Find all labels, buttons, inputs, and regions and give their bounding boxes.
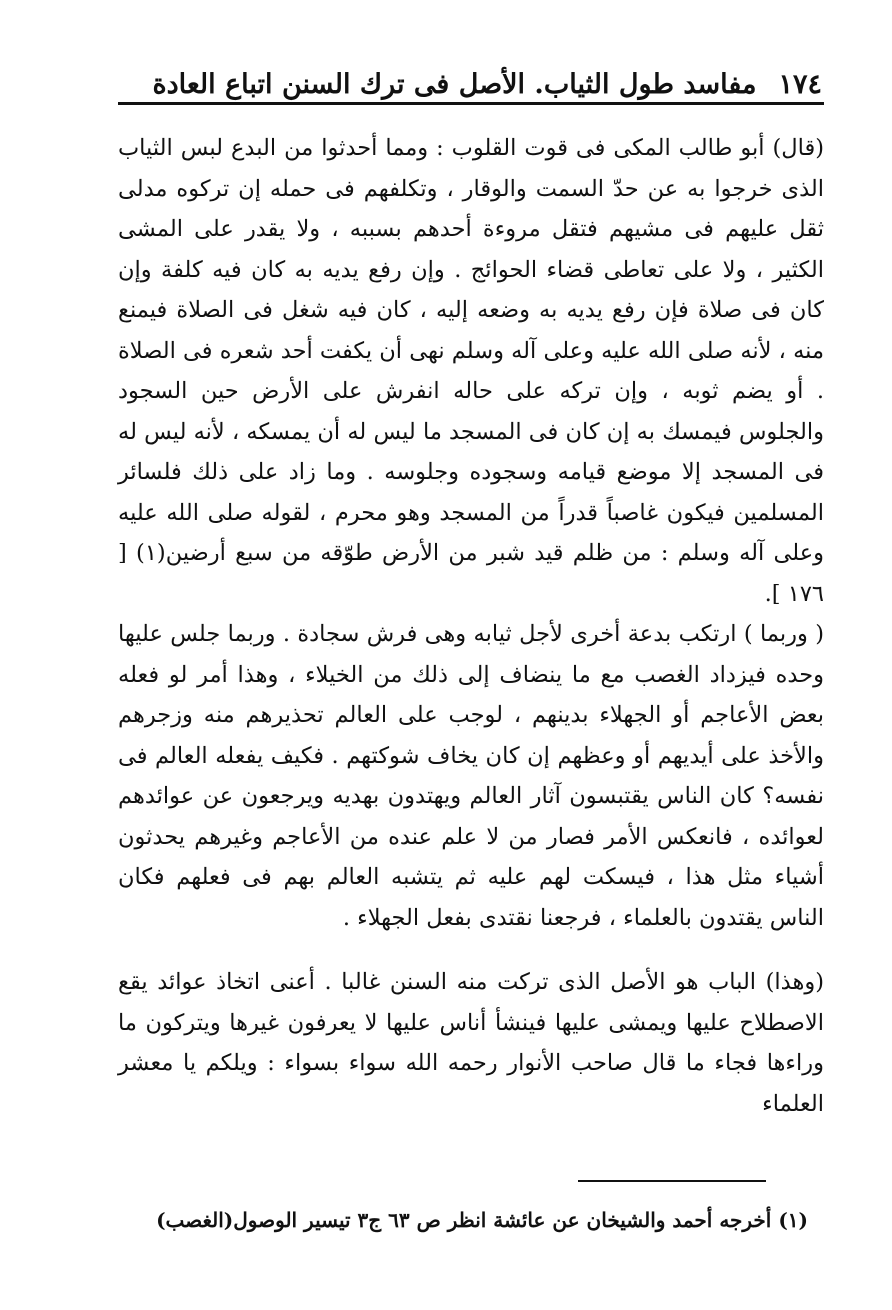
paragraph-2: ( وربما ) ارتكب بدعة أخرى لأجل ثيابه وهى فرش سجادة . وربما جلس عليها وحده فيزداد الغصب مع ما ينضاف إلى ذلك من الخيلاء ، وهذا أمر لو فعله بعض الأعاجم أو الجهلاء بدينهم ، لوجب على العالم تحذيرهم منه وزجرهم والأخذ على أيديهم أو وعظهم إن كان يخاف شوكتهم . فكيف يفعله العالم فى نفسه؟ كان الناس يقتبسون آثار العالم ويهتدون بهديه ويرجعون عن عوائدهم لعوائده ، فانعكس الأمر فصار من لا علم عنده من الأعاجم وغيرهم يحدثون أشياء مثل هذا ، فيسكت لهم عليه ثم يتشبه العالم بهم فى فعلهم فكان الناس يقتدون بالعلماء ، فرجعنا نقتدى بفعل الجهلاء . xyxy=(118,621,824,931)
page-number: ١٧٤ xyxy=(778,69,822,100)
main-text xyxy=(118,128,824,1124)
footnote-rule xyxy=(578,1180,766,1182)
paragraph-1: (قال) أبو طالب المكى فى قوت القلوب : ومما أحدثوا من البدع لبس الثياب الذى خرجوا به عن حدّ السمت والوقار ، وتكلفهم فى حمله إن تركوه مدلى ثقل عليهم فى مشيهم فتقل مروءة أحدهم بسببه ، ولا يقدر على المشى الكثير ، ولا على تعاطى قضاء الحوائج . وإن رفع يديه به كان فيه كلفة وإن كان فى صلاة فإن رفع يديه به وضعه إليه ، كان فيه شغل فى الصلاة فيمنع منه ، لأنه صلى الله عليه وعلى آله وسلم نهى أن يكفت أحد شعره فى الصلاة . أو يضم ثوبه ، وإن تركه على حاله انفرش على الأرض حين السجود والجلوس فيمسك به إن كان فى المسجد ما ليس له أن يمسكه ، لأنه ليس له فى المسجد إلا موضع قيامه وسجوده وجلوسه . وما زاد على ذلك فلسائر المسلمين فيكون غاصباً قدراً من المسجد وهو محرم ، لقوله صلى الله عليه وعلى آله وسلم : من ظلم قيد شبر من الأرض طوّقه من سبع أرضين(١) [ ١٧٦ ]. xyxy=(118,135,824,607)
running-header xyxy=(120,52,822,100)
paragraph-3: (وهذا) الباب هو الأصل الذى تركت منه السنن غالبا . أعنى اتخاذ عوائد يقع الاصطلاح عليها ويمشى عليها فينشأ أناس عليها لا يعرفون غيرها ويتركون ما وراءها فجاء ما قال صاحب الأنوار رحمه الله سواء بسواء : ويلكم يا معشر العلماء xyxy=(118,969,824,1117)
header-rule xyxy=(118,102,824,105)
footnote: (١) أخرجه أحمد والشيخان عن عائشة انظر ص ٦٣ ج٣ تيسير الوصول(الغصب) xyxy=(156,1208,808,1232)
running-title: مفاسد طول الثياب. الأصل فى ترك السنن اتباع العادة xyxy=(152,69,757,100)
